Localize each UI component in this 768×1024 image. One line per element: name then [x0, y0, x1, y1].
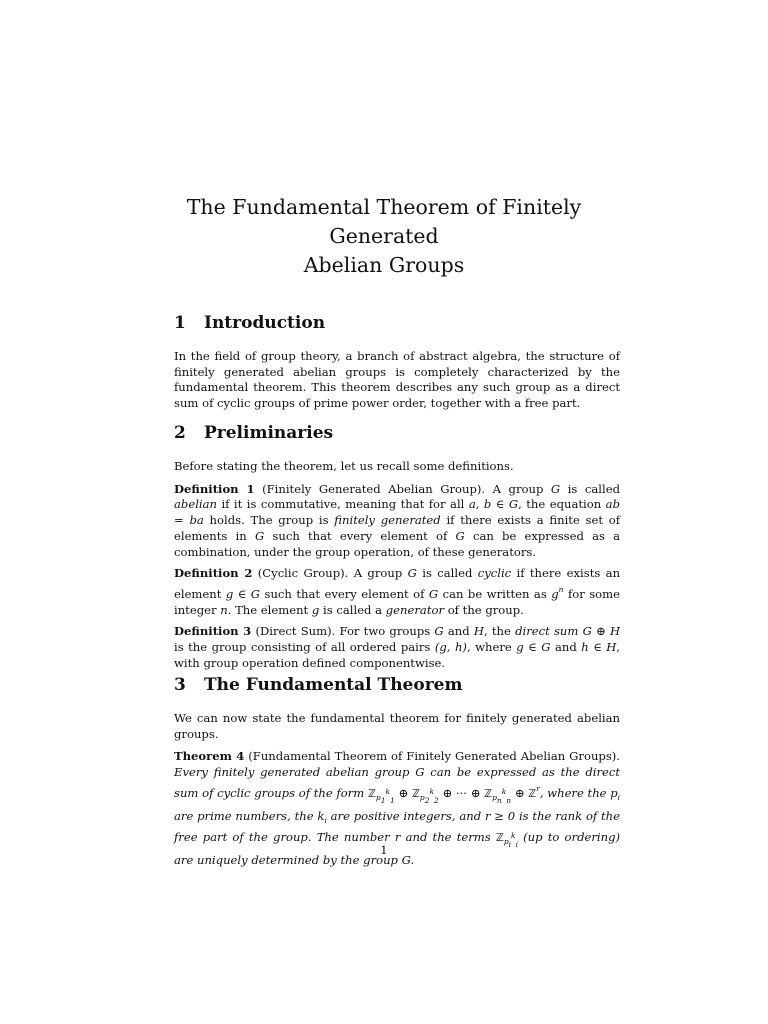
text: Every finitely generated abelian group [174, 765, 410, 780]
emphasis: abelian [174, 497, 217, 512]
text: . [410, 852, 415, 867]
paper-title [150, 193, 618, 280]
definition-name: (Cyclic Group). [257, 566, 349, 581]
section-title: The Fundamental Theorem [204, 675, 463, 695]
text: holds. The group is [209, 513, 329, 528]
section-number: 3 [174, 675, 186, 695]
text: , the [484, 624, 511, 639]
math: G [550, 481, 561, 496]
text: of the group. [447, 602, 524, 617]
definition-name: (Finitely Generated Abelian Group). [262, 481, 486, 496]
section-number: 1 [174, 313, 186, 333]
math: G [415, 765, 425, 780]
text: and [554, 640, 577, 655]
math: k [385, 786, 391, 796]
math: G [254, 528, 265, 543]
subscript [375, 786, 395, 805]
emphasis: finitely generated [334, 513, 441, 528]
math: 1 [390, 795, 395, 805]
math: r ≥ 0 [484, 808, 516, 823]
definition-label: Definition 3 [174, 624, 252, 639]
math: n [220, 602, 228, 617]
math: g [311, 602, 320, 617]
direct-sum-formula [367, 783, 540, 805]
math: p [375, 792, 381, 802]
text: is called [422, 566, 473, 581]
oplus: ⊕ [514, 785, 525, 800]
math: k [429, 786, 435, 796]
text: are positive integers, and [330, 808, 482, 823]
definition-name: (Direct Sum). [255, 624, 336, 639]
text: can be written as [442, 586, 547, 601]
subscript [419, 786, 439, 805]
section-fundamental-theorem [174, 674, 620, 869]
oplus-dots: ⊕ ··· ⊕ [442, 785, 481, 800]
math: G [428, 586, 439, 601]
text: For two groups [339, 624, 431, 639]
math-base: g [551, 586, 559, 601]
text: can be expressed as a combination, under the group operation, of these generators. [174, 528, 621, 559]
subscript [492, 786, 512, 805]
theorem-intro: We can now state the fundamental theorem for finitely generated abelian groups. [174, 711, 620, 741]
text: are prime numbers, the [174, 808, 314, 823]
math: k [317, 808, 325, 823]
math: k [511, 831, 516, 841]
definition-3 [174, 624, 620, 671]
definition-label: Definition 2 [174, 566, 253, 581]
section-introduction [174, 312, 620, 412]
math: i [617, 792, 621, 802]
text: and the terms [405, 830, 491, 845]
text: if there exists an element [174, 566, 621, 601]
math: i [324, 815, 327, 825]
integers-symbol: ℤ [367, 787, 376, 800]
integers-symbol: ℤ [528, 787, 537, 800]
section-heading [174, 422, 620, 444]
math: r [394, 830, 401, 845]
text: such that every element of [272, 528, 448, 543]
text: The element [235, 602, 309, 617]
section-heading [174, 312, 620, 334]
math: ab = ba [174, 497, 620, 528]
text: is called [567, 481, 621, 496]
math: g ∈ G [516, 640, 551, 655]
theorem-name: (Fundamental Theorem of Finitely Generated Abelian Groups). [248, 749, 620, 764]
title-line-2: Abelian Groups [303, 253, 465, 277]
math: h ∈ H [581, 640, 617, 655]
math: 2 [424, 795, 430, 805]
text: if it is commutative, meaning that for all [221, 497, 465, 512]
text: A group [353, 566, 403, 581]
math: 1 [380, 795, 386, 805]
math [551, 584, 564, 601]
math: a, b ∈ G [468, 497, 519, 512]
math-exponent: n [558, 584, 564, 594]
math: p [419, 792, 425, 802]
integers-symbol: ℤ [495, 832, 504, 845]
integers-symbol: ℤ [484, 787, 493, 800]
definition-1 [174, 482, 620, 561]
section-preliminaries [174, 422, 620, 671]
preliminaries-intro: Before stating the theorem, let us recall some definitions. [174, 459, 514, 473]
text: (up to ordering) are uniquely determined by the group [174, 830, 621, 867]
math: p [503, 837, 509, 847]
text: , the equation [518, 497, 602, 512]
math: r [536, 783, 540, 793]
text: is the group consisting of all ordered pairs [174, 640, 431, 655]
intro-paragraph: In the field of group theory, a branch of abstract algebra, the structure of finitely generated abelian groups is completely characterized by the fundamental theorem. This theorem describes any such group as a direct sum of cyclic groups of prime power order, together with a free part. [174, 349, 620, 411]
text: , where the [539, 785, 607, 800]
definition-2: Definition 2 (Cyclic Group). A group G is called cyclic if there exists an element g ∈ G such that every element of G can be written as $g^n$ for some integer n. The element g is called a generator of the group. [174, 566, 621, 617]
math [317, 809, 326, 823]
text: , where [466, 640, 512, 655]
math [610, 786, 620, 800]
math: G ⊕ H [582, 624, 621, 639]
section-title: Introduction [204, 313, 326, 333]
text: if there exists a finite set of elements in [174, 513, 621, 543]
emphasis: cyclic [477, 566, 512, 581]
math: G [401, 852, 411, 867]
math: H [473, 624, 485, 639]
math: G [434, 624, 444, 639]
section-heading [174, 674, 620, 696]
text: for some integer [174, 586, 620, 617]
text: and [447, 624, 470, 639]
math: G [407, 566, 417, 581]
math: g ∈ G [225, 586, 261, 601]
text: is called a [323, 602, 383, 617]
oplus: ⊕ [398, 785, 409, 800]
math: (g, h) [434, 640, 467, 655]
section-number: 2 [174, 423, 186, 443]
text: can be expressed as the direct sum of cyclic groups of the form [174, 765, 621, 800]
section-title: Preliminaries [204, 423, 334, 443]
math: n [506, 795, 512, 805]
page-number: 1 [380, 843, 388, 857]
text: is the rank of the free part of the group. The number [174, 808, 620, 845]
text: , with group operation defined componentwise. [174, 640, 621, 670]
title-line-1: The Fundamental Theorem of Finitely Generated [186, 195, 582, 248]
emphasis: direct sum [515, 624, 579, 639]
emphasis: generator [385, 602, 445, 617]
math: G [455, 528, 465, 543]
theorem-label: Theorem 4 [174, 749, 245, 764]
math: i [508, 840, 512, 850]
math: 2 [434, 795, 439, 805]
math: p [492, 792, 497, 802]
text: A group [492, 481, 544, 496]
math: i [515, 840, 518, 850]
text: such that every element of [264, 586, 425, 601]
math: p [610, 785, 618, 800]
math: n [496, 795, 502, 805]
definition-label: Definition 1 [174, 481, 255, 496]
integers-symbol: ℤ [411, 787, 420, 800]
math: k [501, 786, 507, 796]
